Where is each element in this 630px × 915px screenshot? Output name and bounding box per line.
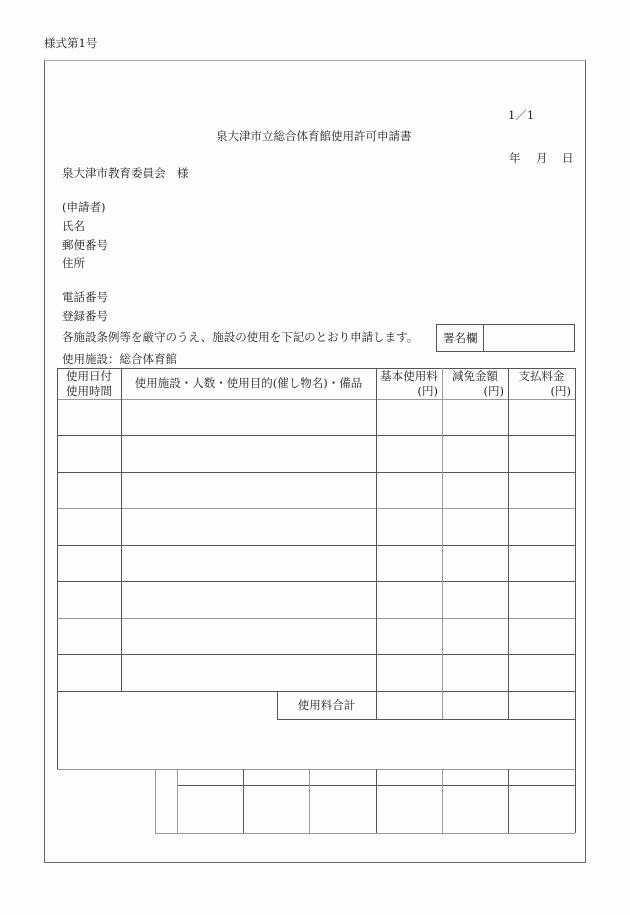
header-payment-label: 支払料金 <box>518 369 565 383</box>
header-discount-label: 減免金額 <box>452 369 498 383</box>
cell-base-fee[interactable] <box>377 436 442 472</box>
phone-label: 電話番号 <box>62 290 108 304</box>
office-stamp-cell[interactable] <box>244 786 309 833</box>
cell-base-fee[interactable] <box>377 509 442 545</box>
office-stamp-cell[interactable] <box>443 786 508 833</box>
cell-facility-purpose[interactable] <box>122 473 376 508</box>
office-stamp-cell[interactable] <box>310 786 376 833</box>
cell-facility-purpose[interactable] <box>122 582 376 618</box>
cell-payment[interactable] <box>509 546 575 581</box>
cell-date-time[interactable] <box>58 473 121 508</box>
office-grid-left-border <box>155 769 156 833</box>
cell-payment[interactable] <box>509 473 575 508</box>
cell-date-time[interactable] <box>58 619 121 654</box>
date-year-label: 年 <box>509 151 521 165</box>
total-base-fee[interactable] <box>377 692 442 719</box>
header-time-label: 使用時間 <box>66 384 112 398</box>
total-row-bottom <box>277 719 575 720</box>
cell-facility-purpose[interactable] <box>122 400 376 435</box>
office-stamp-cell[interactable] <box>377 786 442 833</box>
total-discount[interactable] <box>443 692 508 719</box>
form-number: 様式第1号 <box>44 36 98 50</box>
signature-label: 署名欄 <box>443 331 478 345</box>
cell-discount[interactable] <box>443 582 508 618</box>
cell-payment[interactable] <box>509 400 575 435</box>
total-label: 使用料合計 <box>297 698 356 712</box>
header-discount-unit: (円) <box>483 384 504 398</box>
cell-payment[interactable] <box>509 655 575 691</box>
remarks-area[interactable] <box>58 692 276 769</box>
cell-date-time[interactable] <box>58 509 121 545</box>
cell-discount[interactable] <box>443 473 508 508</box>
office-header-cell[interactable] <box>443 770 508 785</box>
postal-code-label: 郵便番号 <box>62 238 108 252</box>
header-payment-unit: (円) <box>550 384 571 398</box>
cell-payment[interactable] <box>509 509 575 545</box>
cell-discount[interactable] <box>443 509 508 545</box>
applicant-heading: (申請者) <box>62 200 106 214</box>
cell-base-fee[interactable] <box>377 473 442 508</box>
cell-date-time[interactable] <box>58 582 121 618</box>
office-header-cell[interactable] <box>377 770 442 785</box>
cell-discount[interactable] <box>443 436 508 472</box>
cell-discount[interactable] <box>443 655 508 691</box>
cell-base-fee[interactable] <box>377 400 442 435</box>
header-facility-purpose: 使用施設・人数・使用目的(催し物名)・備品 <box>134 376 363 390</box>
header-date-label: 使用日付 <box>66 369 112 383</box>
cell-facility-purpose[interactable] <box>122 509 376 545</box>
office-header-cell[interactable] <box>310 770 376 785</box>
cell-date-time[interactable] <box>58 655 121 691</box>
date-day-label: 日 <box>562 151 574 165</box>
total-payment[interactable] <box>509 692 575 719</box>
cell-facility-purpose[interactable] <box>122 655 376 691</box>
cell-payment[interactable] <box>509 619 575 654</box>
date-month-label: 月 <box>536 151 548 165</box>
office-grid-bottom <box>155 833 575 834</box>
cell-payment[interactable] <box>509 436 575 472</box>
header-payment <box>508 369 575 399</box>
form-title: 泉大津市立総合体育館使用許可申請書 <box>216 129 412 143</box>
registration-number-label: 登録番号 <box>62 309 108 323</box>
addressee: 泉大津市教育委員会 様 <box>62 166 189 180</box>
declaration-text: 各施設条例等を厳守のうえ、施設の使用を下記のとおり申請します。 <box>62 330 419 344</box>
cell-date-time[interactable] <box>58 546 121 581</box>
header-base-fee-label: 基本使用料 <box>380 369 438 383</box>
header-date-time <box>57 369 121 399</box>
cell-base-fee[interactable] <box>377 655 442 691</box>
office-header-cell[interactable] <box>178 770 243 785</box>
office-header-cell[interactable] <box>509 770 575 785</box>
facility-line: 使用施設：総合体育館 <box>62 352 177 366</box>
cell-facility-purpose[interactable] <box>122 436 376 472</box>
cell-facility-purpose[interactable] <box>122 619 376 654</box>
header-base-fee-unit: (円) <box>417 384 438 398</box>
signature-field[interactable] <box>484 325 574 351</box>
cell-base-fee[interactable] <box>377 546 442 581</box>
cell-date-time[interactable] <box>58 436 121 472</box>
office-stamp-cell[interactable] <box>509 786 575 833</box>
cell-discount[interactable] <box>443 400 508 435</box>
name-label: 氏名 <box>62 219 85 233</box>
office-stamp-cell[interactable] <box>178 786 243 833</box>
header-base-fee <box>376 369 442 399</box>
page-indicator: 1／1 <box>508 108 535 122</box>
cell-base-fee[interactable] <box>377 582 442 618</box>
cell-date-time[interactable] <box>58 400 121 435</box>
table-right-border <box>575 368 576 769</box>
cell-base-fee[interactable] <box>377 619 442 654</box>
cell-payment[interactable] <box>509 582 575 618</box>
office-header-cell[interactable] <box>244 770 309 785</box>
cell-discount[interactable] <box>443 546 508 581</box>
cell-facility-purpose[interactable] <box>122 546 376 581</box>
office-grid-right-border <box>575 769 576 833</box>
cell-discount[interactable] <box>443 619 508 654</box>
address-label: 住所 <box>62 256 85 270</box>
header-discount <box>442 369 508 399</box>
